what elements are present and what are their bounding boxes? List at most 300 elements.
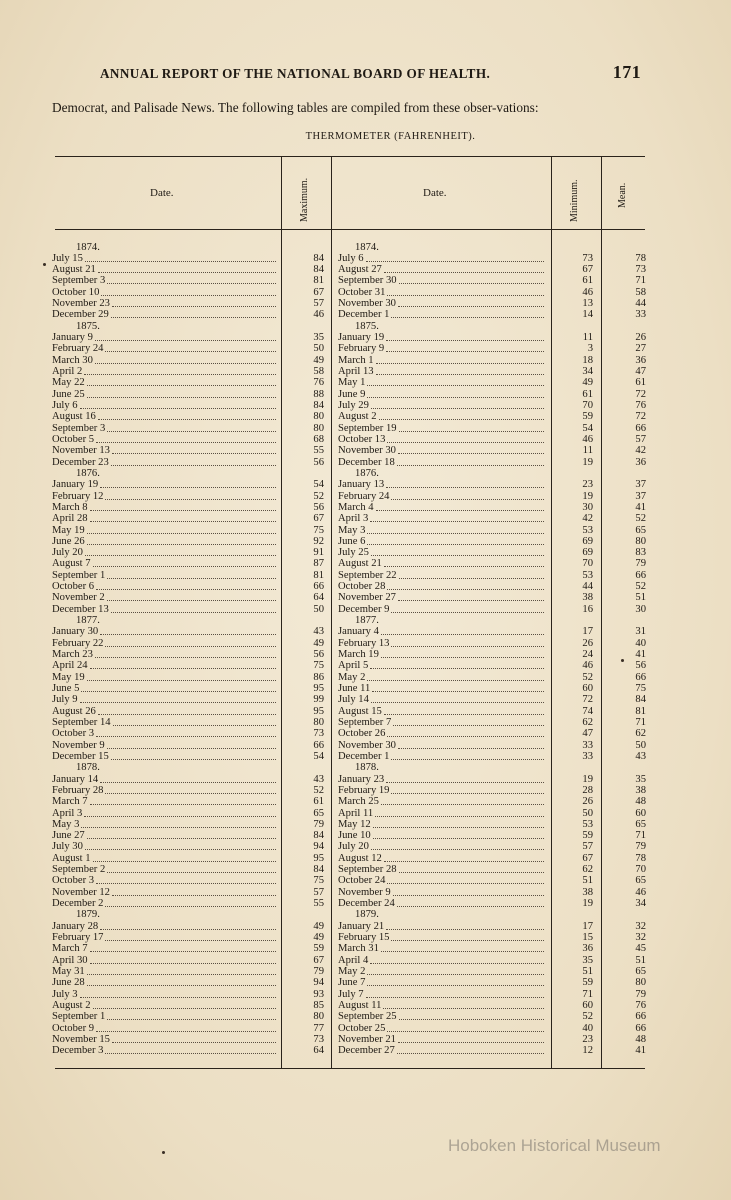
maximum-value: 75 (313, 875, 324, 887)
maximum-value: 66 (313, 739, 324, 751)
left-date (52, 955, 280, 966)
dot-leader (375, 808, 544, 817)
minimum-value: 61 (582, 275, 593, 287)
maximum-value: 81 (313, 275, 324, 287)
minimum-value: 52 (582, 671, 593, 683)
maximum-value: 99 (313, 694, 324, 706)
table-row (0, 525, 731, 536)
date-text: January 19 (338, 332, 385, 344)
date-text: August 15 (338, 705, 382, 717)
date-text: April 3 (338, 513, 369, 525)
dot-leader (101, 287, 276, 296)
dot-leader (386, 921, 544, 930)
dot-leader (376, 366, 544, 375)
mean-value: 73 (635, 264, 646, 276)
left-date (52, 434, 280, 445)
dot-leader (112, 1034, 276, 1043)
dot-leader (393, 887, 544, 896)
date-text: November 21 (338, 1033, 396, 1045)
minimum-value: 19 (582, 456, 593, 468)
table-row (0, 332, 731, 343)
right-date (338, 434, 548, 445)
table-row (0, 1034, 731, 1045)
table-row (0, 728, 731, 739)
left-date (52, 898, 280, 909)
mean-value: 71 (635, 830, 646, 842)
maximum-value: 80 (313, 422, 324, 434)
date-text: July 14 (338, 694, 369, 706)
table-row (0, 921, 731, 932)
right-date (338, 309, 548, 320)
date-text: October 10 (52, 286, 100, 298)
date-text: June 11 (338, 682, 371, 694)
table-row (0, 672, 731, 683)
left-date (52, 853, 280, 864)
date-text: November 9 (52, 739, 105, 751)
dot-leader (371, 547, 544, 556)
date-text: March 25 (338, 796, 379, 808)
mean-value: 66 (635, 1022, 646, 1034)
date-text: February 12 (52, 490, 104, 502)
mean-value: 70 (635, 864, 646, 876)
maximum-value: 57 (313, 298, 324, 310)
dot-leader (397, 457, 544, 466)
date-text: May 19 (52, 524, 85, 536)
left-date (52, 581, 280, 592)
date-text: September 22 (338, 569, 397, 581)
right-date (338, 966, 548, 977)
right-date (338, 287, 548, 298)
dot-leader (90, 943, 276, 952)
minimum-value: 16 (582, 603, 593, 615)
left-date (52, 264, 280, 275)
dot-leader (398, 592, 544, 601)
left-date (52, 604, 280, 615)
dot-leader (107, 1011, 276, 1020)
left-date (52, 377, 280, 388)
table-row (0, 513, 731, 524)
maximum-value: 95 (313, 852, 324, 864)
table-row (0, 604, 731, 615)
minimum-value: 62 (582, 716, 593, 728)
dot-leader (93, 1000, 276, 1009)
maximum-value: 68 (313, 433, 324, 445)
right-date (338, 400, 548, 411)
minimum-value: 51 (582, 875, 593, 887)
minimum-value: 53 (582, 524, 593, 536)
left-date (52, 683, 280, 694)
date-text: January 14 (52, 773, 99, 785)
mean-value: 72 (635, 388, 646, 400)
date-text: November 30 (338, 445, 396, 457)
left-date (52, 706, 280, 717)
maximum-value: 94 (313, 977, 324, 989)
mean-value: 32 (635, 920, 646, 932)
table-row (0, 400, 731, 411)
right-date (338, 660, 548, 671)
minimum-value: 69 (582, 535, 593, 547)
mean-value: 52 (635, 581, 646, 593)
dot-leader (93, 558, 276, 567)
mean-value: 66 (635, 422, 646, 434)
minimum-value: 30 (582, 501, 593, 513)
table-row (0, 740, 731, 751)
table-row (0, 819, 731, 830)
page-header (100, 62, 645, 86)
mean-value: 60 (635, 807, 646, 819)
left-date (52, 977, 280, 988)
dot-leader (398, 298, 544, 307)
dot-leader (105, 638, 276, 647)
table-row (0, 932, 731, 943)
dot-leader (387, 434, 544, 443)
table-row (0, 853, 731, 864)
dot-leader (387, 728, 544, 737)
minimum-value: 33 (582, 750, 593, 762)
minimum-value: 71 (582, 988, 593, 1000)
dot-leader (399, 423, 544, 432)
mean-value: 46 (635, 886, 646, 898)
maximum-value: 49 (313, 354, 324, 366)
right-date (338, 1023, 548, 1034)
date-text: August 12 (338, 852, 382, 864)
table-row (0, 389, 731, 400)
maximum-value: 43 (313, 626, 324, 638)
mean-value: 66 (635, 671, 646, 683)
table-row (0, 830, 731, 841)
maximum-value: 84 (313, 399, 324, 411)
dot-leader (96, 581, 276, 590)
dot-leader (80, 694, 276, 703)
date-text: August 11 (338, 999, 382, 1011)
date-text: July 6 (52, 399, 78, 411)
table-row (0, 955, 731, 966)
mean-value: 66 (635, 569, 646, 581)
maximum-value: 66 (313, 581, 324, 593)
date-text: December 13 (52, 603, 109, 615)
date-text: November 23 (52, 298, 110, 310)
date-text: January 23 (338, 773, 385, 785)
left-date (52, 921, 280, 932)
maximum-value: 59 (313, 943, 324, 955)
minimum-value: 17 (582, 920, 593, 932)
mean-value: 31 (635, 626, 646, 638)
maximum-value: 85 (313, 999, 324, 1011)
dot-leader (384, 706, 544, 715)
right-date (338, 513, 548, 524)
date-text: September 28 (338, 864, 397, 876)
maximum-value: 80 (313, 716, 324, 728)
dot-leader (107, 570, 276, 579)
dot-leader (384, 853, 544, 862)
minimum-value: 74 (582, 705, 593, 717)
date-text: July 25 (338, 547, 369, 559)
header-bottom-rule (55, 229, 645, 230)
mean-value: 58 (635, 286, 646, 298)
date-text: December 24 (338, 898, 395, 910)
left-date (52, 400, 280, 411)
date-header-right: Date. (423, 187, 447, 199)
dot-leader (105, 932, 276, 941)
date-text: May 12 (338, 818, 371, 830)
mean-value: 51 (635, 592, 646, 604)
maximum-value: 79 (313, 818, 324, 830)
right-date (338, 853, 548, 864)
mean-value: 33 (635, 309, 646, 321)
maximum-value: 49 (313, 637, 324, 649)
minimum-value: 28 (582, 784, 593, 796)
dot-leader (100, 479, 276, 488)
mean-value: 81 (635, 705, 646, 717)
date-text: September 1 (52, 1011, 106, 1023)
minimum-value: 26 (582, 796, 593, 808)
date-text: August 2 (338, 411, 377, 423)
date-text: May 3 (52, 818, 80, 830)
minimum-value: 60 (582, 999, 593, 1011)
dot-leader (384, 264, 544, 273)
mean-value: 44 (635, 298, 646, 310)
mean-header: Mean. (617, 182, 628, 208)
left-date (52, 253, 280, 264)
date-text: February 24 (338, 490, 390, 502)
date-text: April 2 (52, 366, 83, 378)
dot-leader (398, 445, 544, 454)
date-text: May 31 (52, 965, 85, 977)
maximum-value: 65 (313, 807, 324, 819)
date-text: May 2 (338, 671, 366, 683)
mean-value: 57 (635, 433, 646, 445)
left-date (52, 355, 280, 366)
date-text: July 6 (338, 252, 364, 264)
left-date (52, 343, 280, 354)
year-label-left: 1874. (76, 241, 100, 253)
date-text: March 4 (338, 501, 374, 513)
table-row (0, 309, 731, 320)
left-date (52, 1023, 280, 1034)
minimum-value: 59 (582, 411, 593, 423)
left-date (52, 423, 280, 434)
table-row (0, 445, 731, 456)
mean-value: 45 (635, 943, 646, 955)
date-text: October 9 (52, 1022, 95, 1034)
left-date (52, 332, 280, 343)
left-date (52, 536, 280, 547)
dot-leader (386, 774, 544, 783)
date-text: May 1 (338, 377, 366, 389)
minimum-value: 14 (582, 309, 593, 321)
date-text: May 2 (338, 965, 366, 977)
maximum-value: 57 (313, 886, 324, 898)
maximum-value: 54 (313, 479, 324, 491)
year-label-right: 1876. (355, 467, 379, 479)
minimum-value: 12 (582, 1045, 593, 1057)
table-row (0, 355, 731, 366)
dot-leader (367, 525, 544, 534)
dot-leader (84, 366, 276, 375)
dot-leader (100, 626, 276, 635)
right-date (338, 977, 548, 988)
left-date (52, 660, 280, 671)
dot-leader (90, 796, 276, 805)
date-text: October 31 (338, 286, 386, 298)
dot-leader (95, 332, 276, 341)
year-label-left: 1876. (76, 467, 100, 479)
maximum-value: 52 (313, 490, 324, 502)
minimum-value: 3 (587, 343, 593, 355)
mean-value: 84 (635, 694, 646, 706)
maximum-value: 79 (313, 965, 324, 977)
dot-leader (111, 457, 276, 466)
minimum-value: 59 (582, 830, 593, 842)
table-row (0, 694, 731, 705)
right-date (338, 1011, 548, 1022)
date-header-left: Date. (150, 187, 174, 199)
date-text: March 7 (52, 796, 88, 808)
dot-leader (381, 943, 544, 952)
right-date (338, 785, 548, 796)
table-row (0, 547, 731, 558)
date-text: February 19 (338, 784, 390, 796)
left-date (52, 808, 280, 819)
right-date (338, 592, 548, 603)
dot-leader (370, 955, 544, 964)
date-text: June 26 (52, 535, 85, 547)
date-text: July 3 (52, 988, 78, 1000)
left-date (52, 728, 280, 739)
maximum-value: 50 (313, 603, 324, 615)
date-text: April 30 (52, 954, 88, 966)
table-row (0, 717, 731, 728)
dot-leader (391, 309, 544, 318)
mean-value: 78 (635, 852, 646, 864)
date-text: March 31 (338, 943, 379, 955)
date-text: September 14 (52, 716, 111, 728)
date-text: July 20 (338, 841, 369, 853)
date-text: April 24 (52, 660, 88, 672)
date-text: July 29 (338, 399, 369, 411)
minimum-value: 11 (582, 445, 593, 457)
dot-leader (381, 649, 544, 658)
maximum-value: 64 (313, 592, 324, 604)
right-date (338, 921, 548, 932)
right-date (338, 423, 548, 434)
maximum-value: 87 (313, 558, 324, 570)
minimum-value: 15 (582, 932, 593, 944)
dot-leader (399, 1011, 544, 1020)
date-text: October 13 (338, 433, 386, 445)
dot-leader (85, 841, 276, 850)
date-text: November 9 (338, 886, 391, 898)
right-date (338, 830, 548, 841)
right-date (338, 479, 548, 490)
date-text: May 22 (52, 377, 85, 389)
maximum-value: 77 (313, 1022, 324, 1034)
dot-leader (96, 1023, 276, 1032)
date-text: August 21 (338, 558, 382, 570)
minimum-value: 60 (582, 682, 593, 694)
maximum-value: 61 (313, 796, 324, 808)
maximum-value: 95 (313, 705, 324, 717)
right-date (338, 841, 548, 852)
minimum-value: 51 (582, 965, 593, 977)
minimum-value: 52 (582, 1011, 593, 1023)
table-caption: THERMOMETER (FAHRENHEIT). (305, 131, 476, 142)
maximum-value: 84 (313, 264, 324, 276)
maximum-value: 46 (313, 309, 324, 321)
dot-leader (387, 287, 544, 296)
maximum-value: 56 (313, 501, 324, 513)
maximum-value: 75 (313, 524, 324, 536)
mean-value: 76 (635, 399, 646, 411)
table-row (0, 898, 731, 909)
mean-value: 52 (635, 513, 646, 525)
date-text: October 26 (338, 728, 386, 740)
minimum-header: Minimum. (569, 179, 580, 222)
date-text: June 7 (338, 977, 366, 989)
right-date (338, 332, 548, 343)
left-date (52, 830, 280, 841)
date-text: April 5 (338, 660, 369, 672)
minimum-value: 38 (582, 592, 593, 604)
right-date (338, 547, 548, 558)
dot-leader (90, 502, 276, 511)
left-date (52, 502, 280, 513)
left-date (52, 491, 280, 502)
mean-value: 37 (635, 479, 646, 491)
maximum-value: 43 (313, 773, 324, 785)
dot-leader (387, 875, 544, 884)
minimum-value: 47 (582, 728, 593, 740)
date-text: September 19 (338, 422, 397, 434)
date-text: July 20 (52, 547, 83, 559)
date-text: January 21 (338, 920, 385, 932)
dot-leader (387, 581, 544, 590)
left-date (52, 411, 280, 422)
dot-leader (95, 649, 276, 658)
date-text: October 6 (52, 581, 95, 593)
minimum-value: 53 (582, 818, 593, 830)
mean-value: 65 (635, 875, 646, 887)
dot-leader (87, 536, 276, 545)
maximum-value: 80 (313, 1011, 324, 1023)
date-text: December 18 (338, 456, 395, 468)
right-date (338, 581, 548, 592)
minimum-value: 19 (582, 490, 593, 502)
dot-leader (87, 830, 276, 839)
mean-value: 43 (635, 750, 646, 762)
mean-value: 80 (635, 977, 646, 989)
left-date (52, 694, 280, 705)
dot-leader (370, 513, 544, 522)
mean-value: 61 (635, 377, 646, 389)
left-date (52, 570, 280, 581)
right-date (338, 558, 548, 569)
dot-leader (87, 672, 276, 681)
dot-leader (87, 389, 276, 398)
mean-value: 66 (635, 1011, 646, 1023)
minimum-value: 70 (582, 558, 593, 570)
mean-value: 79 (635, 988, 646, 1000)
mean-value: 78 (635, 252, 646, 264)
date-text: February 22 (52, 637, 104, 649)
minimum-value: 62 (582, 864, 593, 876)
mean-value: 41 (635, 649, 646, 661)
maximum-value: 55 (313, 898, 324, 910)
dot-leader (367, 536, 544, 545)
date-text: August 1 (52, 852, 91, 864)
dot-leader (111, 751, 276, 760)
maximum-value: 81 (313, 569, 324, 581)
